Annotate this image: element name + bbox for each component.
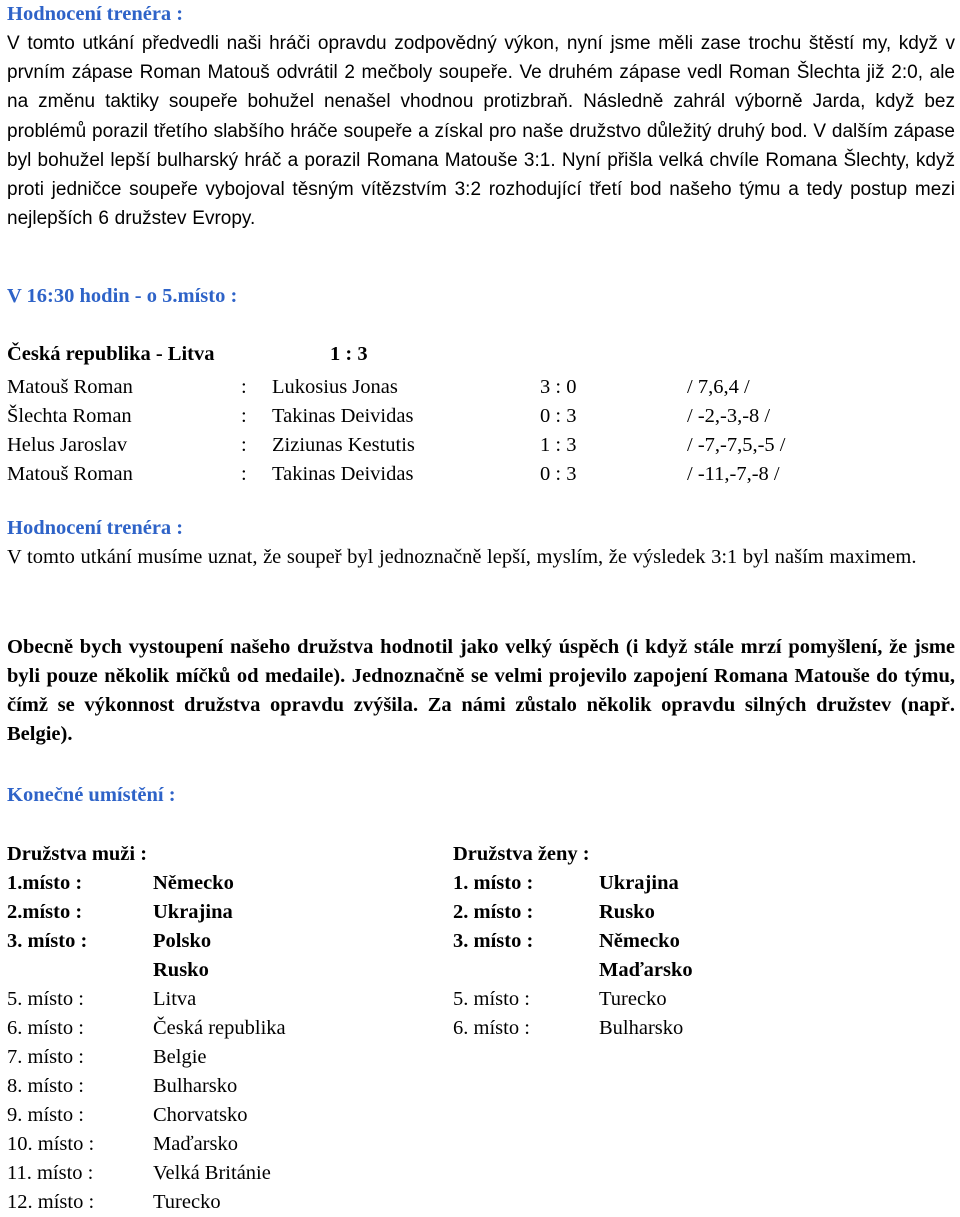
game-player: Matouš Roman xyxy=(7,463,133,485)
standing-row xyxy=(7,1188,447,1217)
standing-country: Maďarsko xyxy=(599,959,693,981)
match-time-heading: V 16:30 hodin - o 5.místo : xyxy=(7,285,238,307)
standing-row xyxy=(7,1072,447,1101)
standing-position: 6. místo : xyxy=(7,1017,84,1039)
summary-paragraph: Obecně bych vystoupení našeho družstva hodnotil jako velký úspěch (i když stále mrzí pomyšlení, že jsme byli pouze několik míčků od medaile). Jednoznačně se velmi projevilo zapojení Romana Matouše do týmu, čímž se výkonnost družstva opravdu zvýšila. Za námi zůstalo několik opravdu silných družstev (např. Belgie). xyxy=(7,636,955,746)
standing-position: 6. místo : xyxy=(453,1017,530,1039)
standing-country: Rusko xyxy=(153,959,209,981)
standing-country: Turecko xyxy=(599,988,667,1010)
standing-row xyxy=(453,898,893,927)
standing-country: Litva xyxy=(153,988,197,1010)
standing-row xyxy=(7,956,447,985)
standing-country: Bulharsko xyxy=(153,1075,238,1097)
game-opponent: Lukosius Jonas xyxy=(272,376,398,398)
standing-row xyxy=(7,985,447,1014)
game-opponent: Takinas Deividas xyxy=(272,463,414,485)
game-separator: : xyxy=(241,434,247,456)
standing-position: 11. místo : xyxy=(7,1162,94,1184)
standing-position: 1. místo : xyxy=(453,872,534,894)
standing-country: Chorvatsko xyxy=(153,1104,248,1126)
standing-row xyxy=(7,927,447,956)
match-title-row xyxy=(7,340,955,369)
men-standings-heading: Družstva muži : xyxy=(7,843,148,865)
standing-position: 7. místo : xyxy=(7,1046,84,1068)
game-opponent: Ziziunas Kestutis xyxy=(272,434,415,456)
match-game-row xyxy=(7,402,955,431)
game-opponent: Takinas Deividas xyxy=(272,405,414,427)
match-teams: Česká republika - Litva xyxy=(7,343,215,365)
game-player: Matouš Roman xyxy=(7,376,133,398)
game-score: 1 : 3 xyxy=(540,434,577,456)
standing-country: Polsko xyxy=(153,930,212,952)
standing-row xyxy=(7,1014,447,1043)
standing-country: Česká republika xyxy=(153,1017,286,1039)
coach-eval-heading-2: Hodnocení trenéra : xyxy=(7,517,184,539)
game-score: 0 : 3 xyxy=(540,405,577,427)
standing-country: Ukrajina xyxy=(153,901,233,923)
game-separator: : xyxy=(241,405,247,427)
standing-position: 2.místo : xyxy=(7,901,83,923)
standing-row xyxy=(7,1101,447,1130)
game-player: Helus Jaroslav xyxy=(7,434,128,456)
standing-position: 1.místo : xyxy=(7,872,83,894)
standing-row xyxy=(453,985,893,1014)
game-score: 0 : 3 xyxy=(540,463,577,485)
standing-country: Maďarsko xyxy=(153,1133,238,1155)
game-detail: / 7,6,4 / xyxy=(687,376,750,398)
standing-row xyxy=(7,869,447,898)
standing-row xyxy=(453,956,893,985)
game-player: Šlechta Roman xyxy=(7,405,132,427)
standing-row xyxy=(7,1043,447,1072)
standing-row xyxy=(7,1159,447,1188)
match-game-row xyxy=(7,373,955,402)
coach-eval-text-2: V tomto utkání musíme uznat, že soupeř byl jednoznačně lepší, myslím, že výsledek 3:1 byl naším maximem. xyxy=(7,546,917,568)
match-result: 1 : 3 xyxy=(330,343,368,365)
standing-position: 3. místo : xyxy=(453,930,534,952)
game-separator: : xyxy=(241,463,247,485)
standing-country: Turecko xyxy=(153,1191,221,1213)
standing-row xyxy=(453,927,893,956)
standing-position: 10. místo : xyxy=(7,1133,95,1155)
standing-position: 12. místo : xyxy=(7,1191,95,1213)
standing-row xyxy=(453,1014,893,1043)
standing-country: Rusko xyxy=(599,901,655,923)
standing-position: 9. místo : xyxy=(7,1104,84,1126)
women-standings-heading: Družstva ženy : xyxy=(453,843,590,865)
game-detail: / -2,-3,-8 / xyxy=(687,405,771,427)
coach-eval-text-1: V tomto utkání předvedli naši hráči opravdu zodpovědný výkon, nyní jsme měli zase trochu štěstí my, když v prvním zápase Roman Matouš odvrátil 2 mečboly soupeře. Ve druhém zápase vedl Roman Šlechta již 2:0, ale na změnu taktiky soupeře bohužel nenašel vhodnou protizbraň. Následně zahrál výborně Jarda, když bez problémů porazil třetího slabšího hráče soupeře a získal pro naše družstvo důležitý druhý bod. V dalším zápase byl bohužel lepší bulharský hráč a porazil Romana Matouše 3:1. Nyní přišla velká chvíle Romana Šlechty, když proti jedničce soupeře vybojoval těsným vítězstvím 3:2 rozhodující třetí bod našeho týmu a tedy postup mezi nejlepších 6 družstev Evropy. xyxy=(7,33,955,230)
final-standings-heading: Konečné umístění : xyxy=(7,784,176,806)
coach-eval-heading-1: Hodnocení trenéra : xyxy=(7,3,184,25)
game-score: 3 : 0 xyxy=(540,376,577,398)
standing-country: Ukrajina xyxy=(599,872,679,894)
standing-row xyxy=(7,1130,447,1159)
standing-country: Belgie xyxy=(153,1046,207,1068)
game-separator: : xyxy=(241,376,247,398)
standing-country: Velká Británie xyxy=(153,1162,271,1184)
standing-row xyxy=(453,869,893,898)
match-game-row xyxy=(7,460,955,489)
game-detail: / -7,-7,5,-5 / xyxy=(687,434,786,456)
game-detail: / -11,-7,-8 / xyxy=(687,463,780,485)
match-game-row xyxy=(7,431,955,460)
standing-position: 5. místo : xyxy=(7,988,84,1010)
standing-position: 8. místo : xyxy=(7,1075,84,1097)
standing-country: Německo xyxy=(153,872,234,894)
standing-position: 5. místo : xyxy=(453,988,530,1010)
standing-row xyxy=(7,898,447,927)
standing-country: Německo xyxy=(599,930,680,952)
standing-position: 3. místo : xyxy=(7,930,88,952)
standing-position: 2. místo : xyxy=(453,901,534,923)
standing-country: Bulharsko xyxy=(599,1017,684,1039)
